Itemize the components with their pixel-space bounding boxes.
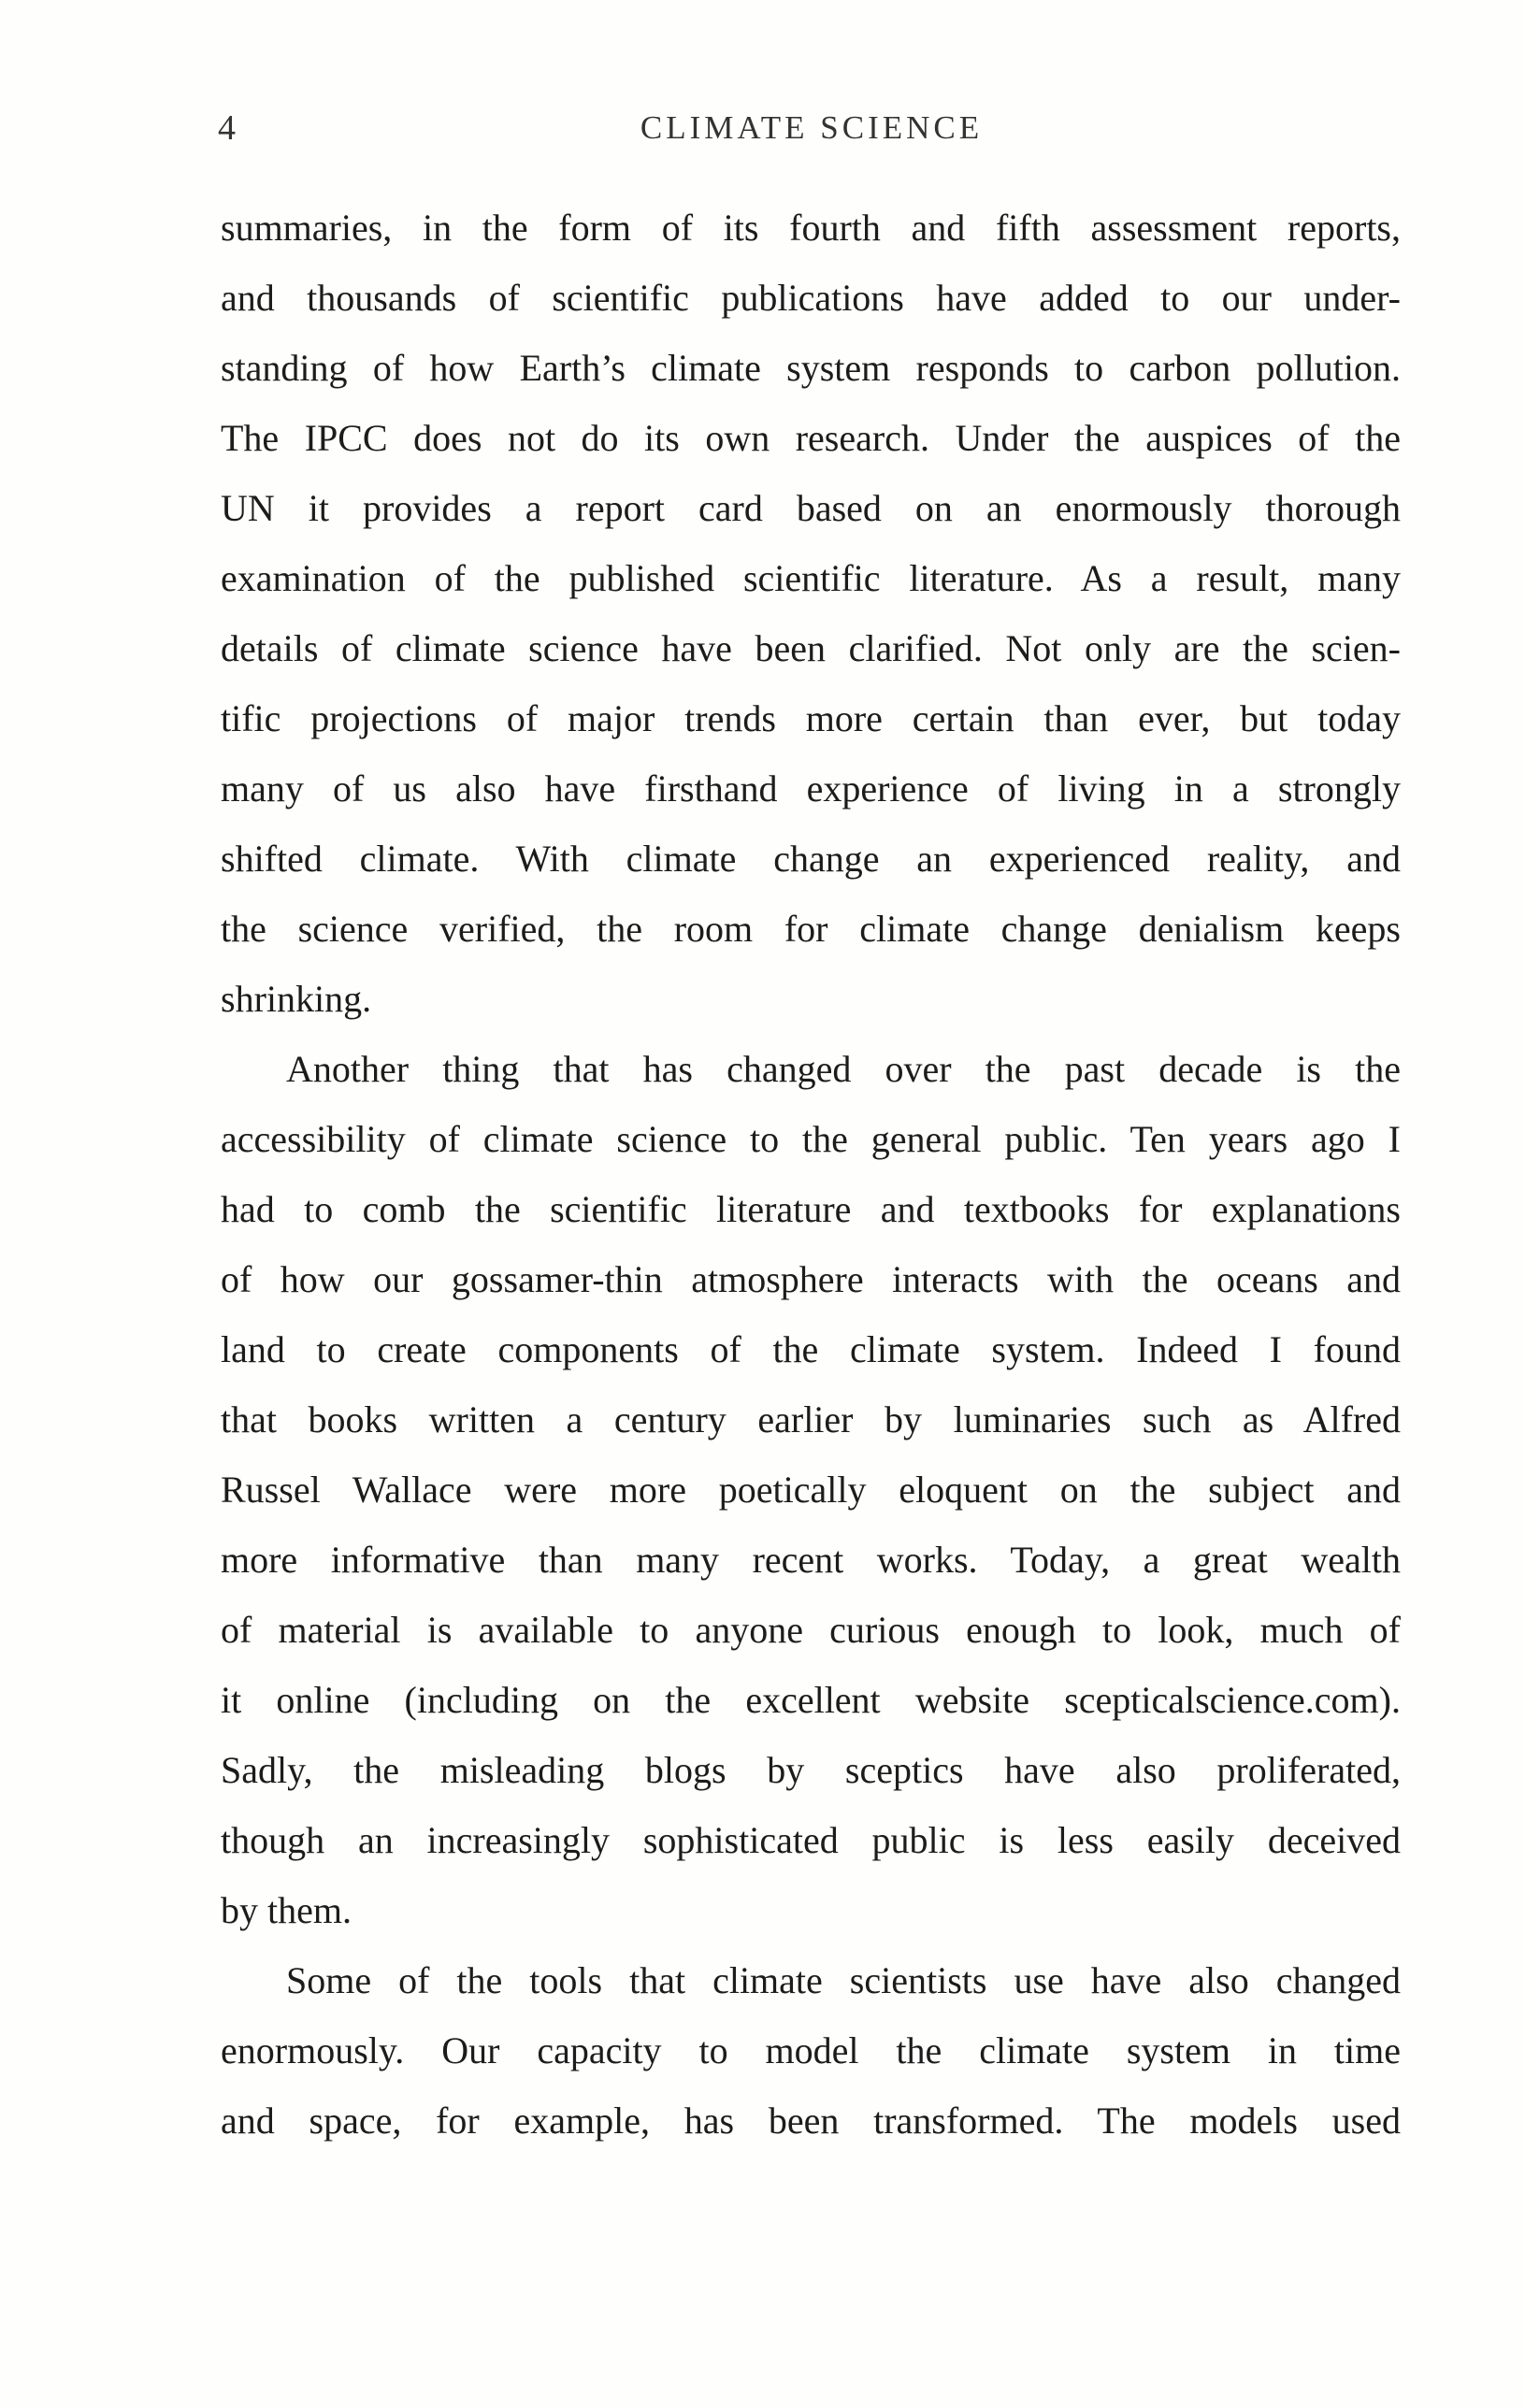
text-line: details of climate science have been clarified. Not only are the scien- <box>221 627 1401 669</box>
text-line: though an increasingly sophisticated public is less easily deceived <box>221 1819 1401 1861</box>
body-text <box>221 193 1401 2156</box>
running-head-title: CLIMATE SCIENCE <box>640 109 984 146</box>
page-number: 4 <box>218 108 236 148</box>
text-line: that books written a century earlier by luminaries such as Alfred <box>221 1398 1401 1440</box>
paragraph-1 <box>221 193 1401 1034</box>
text-line: of material is available to anyone curious enough to look, much of <box>221 1609 1401 1651</box>
text-line: shrinking. <box>221 978 372 1020</box>
text-line: more informative than many recent works. Today, a great wealth <box>221 1539 1401 1581</box>
text-line: accessibility of climate science to the general public. Ten years ago I <box>221 1118 1401 1160</box>
text-line: and thousands of scientific publications have added to our under- <box>221 277 1401 319</box>
text-line: Some of the tools that climate scientists use have also changed <box>286 1959 1401 2001</box>
text-line: by them. <box>221 1889 352 1931</box>
text-line: had to comb the scientific literature and textbooks for explanations <box>221 1188 1401 1230</box>
text-line: shifted climate. With climate change an experienced reality, and <box>221 838 1401 880</box>
paragraph-2 <box>221 1034 1401 1945</box>
text-line: tific projections of major trends more certain than ever, but today <box>221 697 1401 739</box>
text-line: enormously. Our capacity to model the climate system in time <box>221 2029 1401 2071</box>
text-line: examination of the published scientific literature. As a result, many <box>221 557 1401 599</box>
paragraph-3 <box>221 1945 1401 2156</box>
text-line: it online (including on the excellent website scepticalscience.com). <box>221 1679 1401 1721</box>
text-line: The IPCC does not do its own research. Under the auspices of the <box>221 417 1401 459</box>
text-line: the science verified, the room for climate change denialism keeps <box>221 908 1401 950</box>
running-head <box>218 105 1405 151</box>
text-line: of how our gossamer-thin atmosphere interacts with the oceans and <box>221 1258 1401 1300</box>
text-line: many of us also have firsthand experience of living in a strongly <box>221 767 1401 810</box>
text-line: Sadly, the misleading blogs by sceptics have also proliferated, <box>221 1749 1401 1791</box>
text-line: summaries, in the form of its fourth and fifth assessment reports, <box>221 207 1401 249</box>
text-line: land to create components of the climate system. Indeed I found <box>221 1328 1401 1370</box>
text-line: Russel Wallace were more poetically eloquent on the subject and <box>221 1469 1401 1511</box>
text-line: UN it provides a report card based on an enormously thorough <box>221 487 1401 529</box>
text-line: Another thing that has changed over the past decade is the <box>286 1048 1401 1090</box>
text-line: and space, for example, has been transformed. The models used <box>221 2100 1401 2142</box>
text-line: standing of how Earth’s climate system responds to carbon pollution. <box>221 347 1401 389</box>
